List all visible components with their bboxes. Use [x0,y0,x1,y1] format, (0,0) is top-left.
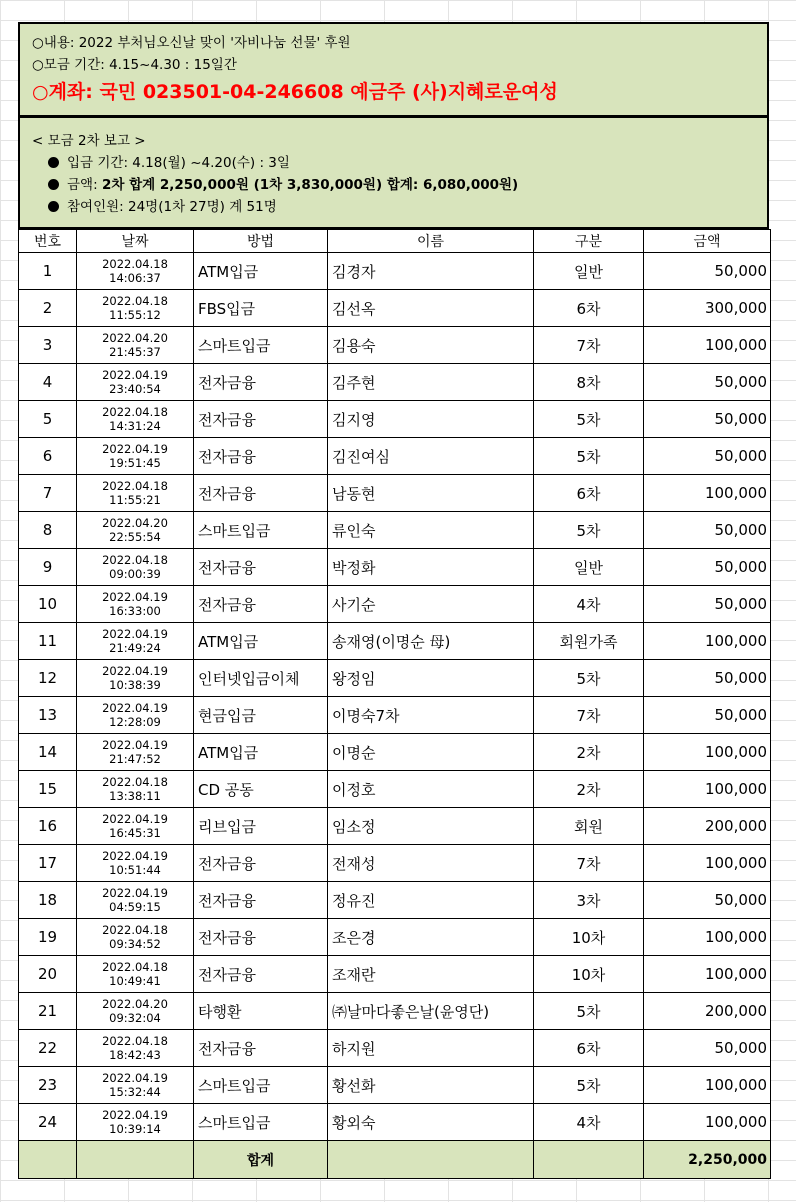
row-time: 10:39:14 [109,1122,161,1136]
row-datetime [77,253,194,290]
row-category: 10차 [534,956,644,993]
row-category: 4차 [534,586,644,623]
campaign-info-box [18,22,769,117]
row-date: 2022.04.19 [102,442,168,456]
total-empty-cell [328,1141,534,1179]
row-time: 10:51:44 [109,863,161,877]
row-method: 스마트입금 [194,327,328,364]
row-name: 김진여심 [328,438,534,475]
donation-table [18,229,771,1179]
row-number: 13 [19,697,77,734]
bank-account: ○계좌: 국민 023501-04-246608 예금주 (사)지혜로운여성 [32,81,558,103]
row-name: 이명순 [328,734,534,771]
row-date: 2022.04.18 [102,294,168,308]
row-number: 21 [19,993,77,1030]
row-name: 김경자 [328,253,534,290]
row-number: 2 [19,290,77,327]
row-method: FBS입금 [194,290,328,327]
row-amount: 50,000 [644,697,771,734]
row-datetime [77,401,194,438]
row-time: 15:32:44 [109,1085,161,1099]
row-number: 9 [19,549,77,586]
row-category: 6차 [534,1030,644,1067]
row-category: 4차 [534,1104,644,1141]
row-method: 스마트입금 [194,1104,328,1141]
total-empty-cell [77,1141,194,1179]
row-date: 2022.04.19 [102,1071,168,1085]
table-row [19,512,771,549]
row-category: 일반 [534,253,644,290]
table-row [19,660,771,697]
row-datetime [77,697,194,734]
row-datetime [77,956,194,993]
row-date: 2022.04.19 [102,627,168,641]
row-method: 전자금융 [194,438,328,475]
table-row [19,845,771,882]
row-number: 8 [19,512,77,549]
row-category: 일반 [534,549,644,586]
row-datetime [77,290,194,327]
table-row [19,401,771,438]
row-time: 21:47:52 [109,752,161,766]
total-amount: 2,250,000 [644,1141,771,1179]
row-datetime [77,623,194,660]
row-date: 2022.04.19 [102,1108,168,1122]
row-time: 12:28:09 [109,715,161,729]
row-time: 14:31:24 [109,419,161,433]
row-datetime [77,1104,194,1141]
header-amount: 금액 [644,230,771,253]
row-date: 2022.04.18 [102,553,168,567]
row-method: 인터넷입금이체 [194,660,328,697]
row-datetime [77,364,194,401]
row-number: 24 [19,1104,77,1141]
row-method: 전자금융 [194,919,328,956]
row-name: 이명숙7차 [328,697,534,734]
report-summary-box [18,116,769,229]
row-time: 10:49:41 [109,974,161,988]
row-category: 5차 [534,512,644,549]
row-name: 김선옥 [328,290,534,327]
row-date: 2022.04.19 [102,590,168,604]
row-time: 22:55:54 [109,530,161,544]
row-time: 09:00:39 [109,567,161,581]
row-date: 2022.04.19 [102,664,168,678]
row-number: 1 [19,253,77,290]
row-name: 하지원 [328,1030,534,1067]
total-empty-cell [534,1141,644,1179]
table-row [19,475,771,512]
table-header-row [19,230,771,253]
row-method: 전자금융 [194,364,328,401]
row-category: 7차 [534,327,644,364]
row-datetime [77,660,194,697]
table-row [19,290,771,327]
row-time: 16:33:00 [109,604,161,618]
row-name: 사기순 [328,586,534,623]
table-row [19,919,771,956]
row-category: 5차 [534,1067,644,1104]
row-name: 류인숙 [328,512,534,549]
row-method: CD 공동 [194,771,328,808]
row-time: 09:32:04 [109,1011,161,1025]
row-datetime [77,808,194,845]
row-time: 09:34:52 [109,937,161,951]
row-name: 전재성 [328,845,534,882]
black-circle-bullet-icon [48,157,59,168]
row-time: 13:38:11 [109,789,161,803]
row-method: ATM입금 [194,734,328,771]
table-row [19,253,771,290]
row-name: 박정화 [328,549,534,586]
row-datetime [77,734,194,771]
row-datetime [77,1030,194,1067]
row-datetime [77,771,194,808]
table-row [19,327,771,364]
row-method: 전자금융 [194,586,328,623]
row-name: 김지영 [328,401,534,438]
amount-value: 2차 합계 2,250,000원 (1차 3,830,000원) 합계: 6,080,000원) [101,177,519,193]
row-amount: 100,000 [644,623,771,660]
table-row [19,438,771,475]
table-row [19,956,771,993]
row-name: 남동현 [328,475,534,512]
row-number: 5 [19,401,77,438]
row-number: 17 [19,845,77,882]
row-amount: 100,000 [644,475,771,512]
row-method: 전자금융 [194,1030,328,1067]
row-amount: 50,000 [644,438,771,475]
campaign-content: ○내용: 2022 부처님오신날 맞이 '자비나눔 선물' 후원 [32,35,351,51]
deposit-period-line [32,152,767,174]
black-circle-bullet-icon [48,201,59,212]
row-number: 6 [19,438,77,475]
row-method: ATM입금 [194,253,328,290]
row-date: 2022.04.19 [102,738,168,752]
row-amount: 200,000 [644,993,771,1030]
row-amount: 50,000 [644,512,771,549]
row-amount: 50,000 [644,364,771,401]
row-category: 5차 [534,438,644,475]
row-datetime [77,438,194,475]
row-date: 2022.04.18 [102,775,168,789]
row-name: 김용숙 [328,327,534,364]
participants-line [32,196,767,218]
row-category: 5차 [534,660,644,697]
row-time: 23:40:54 [109,382,161,396]
row-amount: 50,000 [644,1030,771,1067]
row-number: 23 [19,1067,77,1104]
participants-text: 참여인원: 24명(1차 27명) 계 51명 [67,199,277,215]
row-name: 송재영(이명순 母) [328,623,534,660]
table-row [19,734,771,771]
row-number: 20 [19,956,77,993]
row-category: 5차 [534,993,644,1030]
table-row [19,549,771,586]
row-method: 리브입금 [194,808,328,845]
row-datetime [77,549,194,586]
amount-line [32,174,767,196]
row-number: 19 [19,919,77,956]
header-date: 날짜 [77,230,194,253]
row-date: 2022.04.19 [102,812,168,826]
row-number: 15 [19,771,77,808]
row-name: 정유진 [328,882,534,919]
total-empty-cell [19,1141,77,1179]
row-date: 2022.04.18 [102,257,168,271]
table-row [19,771,771,808]
black-circle-bullet-icon [48,179,59,190]
row-amount: 200,000 [644,808,771,845]
row-datetime [77,993,194,1030]
row-method: 전자금융 [194,475,328,512]
row-time: 11:55:21 [109,493,161,507]
row-number: 11 [19,623,77,660]
row-date: 2022.04.19 [102,849,168,863]
row-number: 4 [19,364,77,401]
row-category: 3차 [534,882,644,919]
row-time: 18:42:43 [109,1048,161,1062]
header-method: 방법 [194,230,328,253]
row-datetime [77,845,194,882]
row-category: 2차 [534,771,644,808]
row-time: 19:51:45 [109,456,161,470]
table-row [19,586,771,623]
row-date: 2022.04.18 [102,960,168,974]
row-amount: 300,000 [644,290,771,327]
row-amount: 50,000 [644,253,771,290]
row-amount: 100,000 [644,327,771,364]
row-datetime [77,919,194,956]
header-number: 번호 [19,230,77,253]
row-method: 전자금융 [194,882,328,919]
amount-label: 금액: [67,177,98,193]
header-name: 이름 [328,230,534,253]
row-category: 5차 [534,401,644,438]
row-name: 왕정임 [328,660,534,697]
row-amount: 50,000 [644,882,771,919]
row-datetime [77,1067,194,1104]
row-category: 회원가족 [534,623,644,660]
row-amount: 100,000 [644,845,771,882]
row-time: 11:55:12 [109,308,161,322]
row-category: 8차 [534,364,644,401]
row-method: 전자금융 [194,401,328,438]
row-amount: 50,000 [644,549,771,586]
row-category: 7차 [534,845,644,882]
row-datetime [77,586,194,623]
row-date: 2022.04.20 [102,516,168,530]
row-date: 2022.04.20 [102,997,168,1011]
row-name: 임소정 [328,808,534,845]
row-date: 2022.04.20 [102,331,168,345]
row-name: 이정호 [328,771,534,808]
row-time: 16:45:31 [109,826,161,840]
row-name: ㈜날마다좋은날(윤영단) [328,993,534,1030]
row-date: 2022.04.18 [102,405,168,419]
row-method: 스마트입금 [194,1067,328,1104]
campaign-period: ○모금 기간: 4.15~4.30 : 15일간 [32,57,237,73]
row-number: 10 [19,586,77,623]
row-method: 스마트입금 [194,512,328,549]
row-date: 2022.04.18 [102,923,168,937]
row-amount: 100,000 [644,919,771,956]
row-method: 전자금융 [194,956,328,993]
row-amount: 100,000 [644,956,771,993]
row-date: 2022.04.18 [102,1034,168,1048]
row-amount: 100,000 [644,734,771,771]
table-row [19,697,771,734]
deposit-period-text: 입금 기간: 4.18(월) ~4.20(수) : 3일 [67,155,290,171]
total-row [19,1141,771,1179]
row-amount: 100,000 [644,1067,771,1104]
row-time: 10:38:39 [109,678,161,692]
row-name: 조재란 [328,956,534,993]
table-row [19,1030,771,1067]
row-date: 2022.04.19 [102,886,168,900]
row-method: 타행환 [194,993,328,1030]
row-number: 18 [19,882,77,919]
row-category: 6차 [534,290,644,327]
row-method: 전자금융 [194,549,328,586]
table-row [19,882,771,919]
row-name: 조은경 [328,919,534,956]
row-method: 전자금융 [194,845,328,882]
row-category: 10차 [534,919,644,956]
row-number: 22 [19,1030,77,1067]
row-amount: 50,000 [644,660,771,697]
report-title: < 모금 2차 보고 > [32,133,146,149]
row-date: 2022.04.18 [102,479,168,493]
row-method: 현금입금 [194,697,328,734]
table-row [19,1104,771,1141]
row-number: 14 [19,734,77,771]
header-category: 구분 [534,230,644,253]
row-amount: 100,000 [644,771,771,808]
row-category: 2차 [534,734,644,771]
row-time: 04:59:15 [109,900,161,914]
row-amount: 50,000 [644,401,771,438]
row-category: 7차 [534,697,644,734]
row-method: ATM입금 [194,623,328,660]
table-row [19,808,771,845]
row-datetime [77,512,194,549]
row-time: 14:06:37 [109,271,161,285]
row-datetime [77,327,194,364]
row-name: 황외숙 [328,1104,534,1141]
table-row [19,1067,771,1104]
row-datetime [77,882,194,919]
row-amount: 50,000 [644,586,771,623]
row-time: 21:45:37 [109,345,161,359]
total-label: 합계 [194,1141,328,1179]
table-row [19,364,771,401]
row-date: 2022.04.19 [102,368,168,382]
table-row [19,993,771,1030]
row-number: 16 [19,808,77,845]
row-number: 3 [19,327,77,364]
row-category: 6차 [534,475,644,512]
row-name: 황선화 [328,1067,534,1104]
row-date: 2022.04.19 [102,701,168,715]
row-name: 김주현 [328,364,534,401]
row-number: 12 [19,660,77,697]
row-datetime [77,475,194,512]
row-amount: 100,000 [644,1104,771,1141]
row-time: 21:49:24 [109,641,161,655]
table-row [19,623,771,660]
row-number: 7 [19,475,77,512]
row-category: 회원 [534,808,644,845]
